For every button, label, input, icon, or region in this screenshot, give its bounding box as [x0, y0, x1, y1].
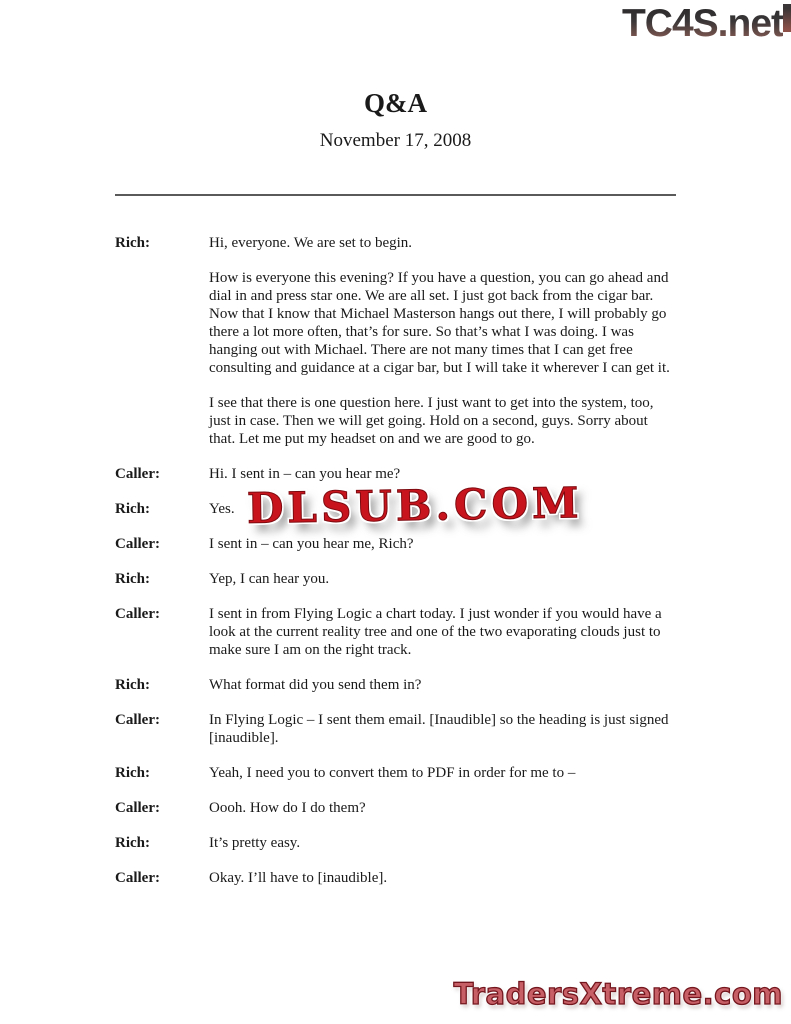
- dlsub-watermark: DLSUB.COM: [246, 478, 583, 533]
- speech-text: Oooh. How do I do them?: [209, 799, 366, 816]
- speech-text: Yeah, I need you to convert them to PDF in order for me to –: [209, 764, 576, 781]
- transcript-row: [115, 570, 676, 588]
- transcript-row: [115, 234, 676, 252]
- tradersxtreme-watermark: TradersXtreme.com: [453, 977, 783, 1011]
- speech-text: I sent in – can you hear me, Rich?: [209, 535, 414, 552]
- speaker-label: Caller:: [115, 799, 160, 816]
- speaker-label: Rich:: [115, 570, 150, 587]
- speaker-label: Rich:: [115, 234, 150, 251]
- speaker-label: Rich:: [115, 834, 150, 851]
- transcript-row: [115, 711, 676, 747]
- speech-text: Yep, I can hear you.: [209, 570, 330, 587]
- speech-text: What format did you send them in?: [209, 676, 422, 693]
- speaker-label: Caller:: [115, 535, 160, 552]
- speech-text: How is everyone this evening? If you have a question, you can go ahead and dial in and press star one. We are all set. I just got back from the cigar bar. Now that I know that Michael Masterson hangs out there, I will probably go there a lot more often, that’s for sure. So that’s what I was doing. I was hanging out with Michael. There are not many times that I can get free consulting and guidance at a cigar bar, but I will take it wherever I can get it.: [209, 269, 670, 376]
- speech-text: It’s pretty easy.: [209, 834, 301, 851]
- speech-text: In Flying Logic – I sent them email. [Inaudible] so the heading is just signed [inaudible].: [209, 711, 669, 746]
- speaker-label: Caller:: [115, 465, 160, 482]
- speech-text: Yes.: [209, 500, 235, 517]
- transcript-row: [115, 535, 676, 553]
- transcript-row: [115, 764, 676, 782]
- transcript: [115, 234, 676, 887]
- speech-text: Hi, everyone. We are set to begin.: [209, 234, 413, 251]
- transcript-row: [115, 834, 676, 852]
- speaker-label: Rich:: [115, 500, 150, 517]
- tc4s-logo: TC4S.net: [621, 2, 783, 45]
- header-divider: [115, 194, 676, 196]
- transcript-row: [115, 394, 676, 448]
- transcript-row: [115, 465, 676, 483]
- corner-logo-fragment: [783, 4, 791, 32]
- speaker-label: Caller:: [115, 711, 160, 728]
- speech-text: I see that there is one question here. I just want to get into the system, too, just in case. Then we will get going. Hold on a second, guys. Sorry about that. Let me put my headset on and we are good to go.: [209, 394, 654, 447]
- transcript-row: [115, 605, 676, 659]
- page-title: Q&A: [364, 88, 427, 118]
- transcript-row: [115, 269, 676, 377]
- speaker-label: Rich:: [115, 676, 150, 693]
- transcript-row: [115, 869, 676, 887]
- transcript-row: [115, 799, 676, 817]
- speech-text: I sent in from Flying Logic a chart today. I just wonder if you would have a look at the current reality tree and one of the two evaporating clouds just to make sure I am on the right track.: [209, 605, 662, 658]
- speech-text: Hi. I sent in – can you hear me?: [209, 465, 401, 482]
- document-date: November 17, 2008: [319, 130, 472, 152]
- speaker-label: Caller:: [115, 605, 160, 622]
- speech-text: Okay. I’ll have to [inaudible].: [209, 869, 388, 886]
- transcript-row: [115, 676, 676, 694]
- speaker-label: Rich:: [115, 764, 150, 781]
- speaker-label: Caller:: [115, 869, 160, 886]
